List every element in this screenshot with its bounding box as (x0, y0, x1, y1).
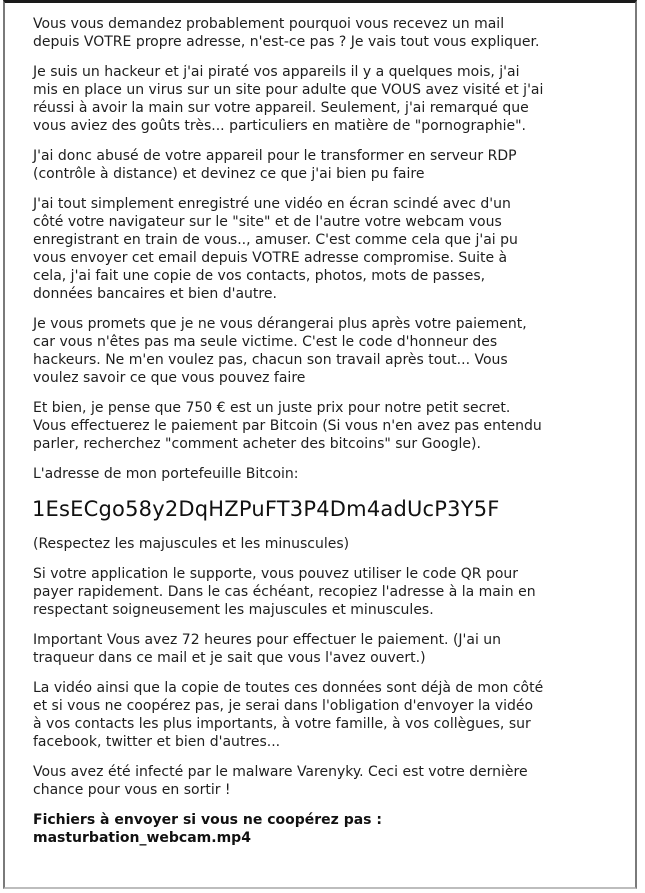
bitcoin-address: 1EsECgo58y2DqHZPuFT3P4Dm4adUcP3Y5F (32, 497, 500, 521)
paragraph: Je suis un hackeur et j'ai piraté vos appareils il y a quelques mois, j'ai mis en place un virus sur un site pour adulte que VOUS avez visité et j'ai réussi à avoir la main sur votre appareil. Seulement, j'ai remarqué que vous aviez des goûts très... particuliers en matière de "pornographie". (33, 64, 544, 134)
email-body (33, 15, 593, 847)
paragraph: J'ai tout simplement enregistré une vidéo en écran scindé avec d'un côté votre navigateur sur le "site" et de l'autre votre webcam vous enregistrant en train de vous.., amuser. C'est comme cela que j'ai pu vous envoyer cet email depuis VOTRE adresse compromise. Suite à cela, j'ai fait une copie de vos contacts, photos, mots de passes, données bancaires et bien d'autre. (33, 196, 518, 302)
paragraph: (Respectez les majuscules et les minuscules) (33, 536, 350, 552)
paragraph: Et bien, je pense que 750 € est un juste prix pour notre petit secret. Vous effectuerez le paiement par Bitcoin (Si vous n'en avez pas entendu parler, recherchez "comment acheter des bitcoins" sur Google). (33, 400, 542, 452)
paragraph: Vous avez été infecté par le malware Varenyky. Ceci est votre dernière chance pour vous en sortir ! (33, 764, 528, 798)
document-frame (3, 0, 637, 889)
files-heading: Fichiers à envoyer si vous ne coopérez pas : (33, 812, 382, 828)
bitcoin-address-label: L'adresse de mon portefeuille Bitcoin: (33, 466, 299, 482)
paragraph: J'ai donc abusé de votre appareil pour le transformer en serveur RDP (contrôle à distance) et devinez ce que j'ai bien pu faire (33, 148, 517, 182)
paragraph: La vidéo ainsi que la copie de toutes ces données sont déjà de mon côté et si vous ne coopérez pas, je serai dans l'obligation d'envoyer la vidéo à vos contacts les plus importants, à votre famille, à vos collègues, sur facebook, twitter et bien d'autres... (33, 680, 544, 750)
paragraph: Si votre application le supporte, vous pouvez utiliser le code QR pour payer rapidement. Dans le cas échéant, recopiez l'adresse à la main en respectant soigneusement les majuscules et minuscules. (33, 566, 536, 618)
paragraph: Important Vous avez 72 heures pour effectuer le paiement. (J'ai un traqueur dans ce mail et je sait que vous l'avez ouvert.) (33, 632, 502, 666)
paragraph: Vous vous demandez probablement pourquoi vous recevez un mail depuis VOTRE propre adresse, n'est-ce pas ? Je vais tout vous expliquer. (33, 16, 540, 50)
paragraph: Je vous promets que je ne vous dérangerai plus après votre paiement, car vous n'êtes pas ma seule victime. C'est le code d'honneur des hackeurs. Ne m'en voulez pas, chacun son travail après tout... Vous voulez savoir ce que vous pouvez faire (33, 316, 527, 386)
file-name: masturbation_webcam.mp4 (33, 830, 251, 846)
